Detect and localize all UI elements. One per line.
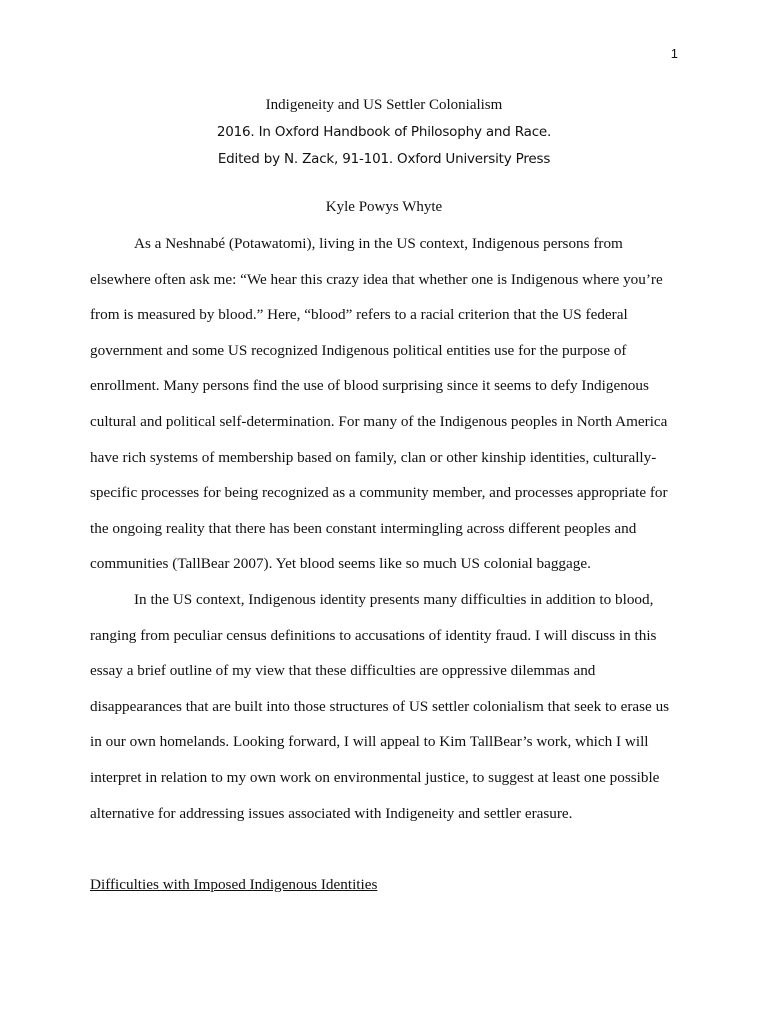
citation-line-2: Edited by N. Zack, 91-101. Oxford University Press <box>217 151 551 167</box>
paragraph-line: In the US context, Indigenous identity presents many difficulties in addition to blood, <box>134 590 654 608</box>
page-number: 1 <box>670 46 678 61</box>
author-name: Kyle Powys Whyte <box>325 199 443 215</box>
document-header <box>0 92 768 173</box>
paragraph-line: alternative for addressing issues associated with Indigeneity and settler erasure. <box>90 804 573 822</box>
paragraph-1 <box>90 226 680 582</box>
paragraph-line: enrollment. Many persons find the use of blood surprising since it seems to defy Indigenous <box>90 377 649 395</box>
paragraph-line: government and some US recognized Indigenous political entities use for the purpose of <box>90 341 627 359</box>
paragraph-2 <box>90 582 680 831</box>
paragraph-line: specific processes for being recognized as a community member, and processes appropriate for <box>90 484 668 502</box>
paragraph-line: As a Neshnabé (Potawatomi), living in the US context, Indigenous persons from <box>134 235 623 252</box>
paragraph-line: disappearances that are built into those structures of US settler colonialism that seek to erase us <box>90 697 670 715</box>
body-text <box>90 226 680 831</box>
paragraph-line: essay a brief outline of my view that these difficulties are oppressive dilemmas and <box>90 662 596 680</box>
paragraph-line: have rich systems of membership based on family, clan or other kinship identities, culturally- <box>90 448 657 466</box>
paragraph-line: cultural and political self-determination. For many of the Indigenous peoples in North America <box>90 412 668 430</box>
paragraph-line: from is measured by blood.” Here, “blood” refers to a racial criterion that the US federal <box>90 306 628 324</box>
section-heading: Difficulties with Imposed Indigenous Identities <box>90 876 378 893</box>
document-title: Indigeneity and US Settler Colonialism <box>265 97 503 113</box>
paragraph-line: communities (TallBear 2007). Yet blood seems like so much US colonial baggage. <box>90 555 591 573</box>
paragraph-line: elsewhere often ask me: “We hear this crazy idea that whether one is Indigenous where you’re <box>90 270 663 288</box>
paragraph-line: ranging from peculiar census definitions to accusations of identity fraud. I will discuss in this <box>90 626 657 644</box>
paragraph-line: the ongoing reality that there has been constant intermingling across different peoples and <box>90 519 637 537</box>
citation-line-1: 2016. In Oxford Handbook of Philosophy and Race. <box>216 124 552 140</box>
paragraph-line: in our own homelands. Looking forward, I will appeal to Kim TallBear’s work, which I will <box>90 733 649 751</box>
paragraph-line: interpret in relation to my own work on environmental justice, to suggest at least one possible <box>90 768 660 786</box>
